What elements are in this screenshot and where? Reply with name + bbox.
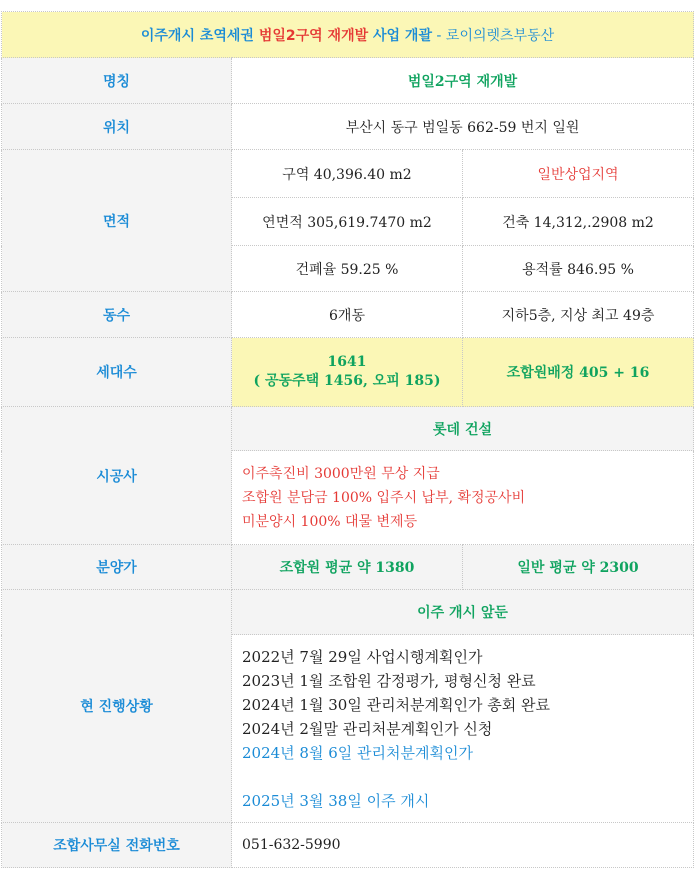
progress-headline: 이주 개시 앞둔 — [232, 590, 694, 635]
value-member-allocation: 조합원배정 405 + 16 — [463, 338, 694, 407]
table-title — [2, 12, 694, 58]
households-detail: ( 공동주택 1456, 오피 185) — [253, 373, 441, 389]
value-contractor: 롯데 건설 — [232, 407, 694, 451]
value-coverage: 건폐율 59.25 % — [232, 246, 463, 292]
label-area: 면적 — [2, 150, 232, 292]
title-highlight: 범일2구역 재개발 — [258, 27, 369, 44]
progress-item: 2024년 2월말 관리처분계획인가 신청 — [242, 719, 493, 738]
value-general-price: 일반 평균 약 2300 — [463, 545, 694, 590]
title-prefix: 이주개시 초역세권 — [140, 27, 259, 44]
progress-spacer — [242, 765, 693, 789]
value-name: 범일2구역 재개발 — [232, 58, 694, 104]
progress-list — [232, 635, 694, 823]
label-name: 명칭 — [2, 58, 232, 104]
value-households — [232, 338, 463, 407]
label-households: 세대수 — [2, 338, 232, 407]
label-price: 분양가 — [2, 545, 232, 590]
summary-table — [1, 11, 694, 868]
value-member-price: 조합원 평균 약 1380 — [232, 545, 463, 590]
progress-item: 2023년 1월 조합원 감정평가, 평형신청 완료 — [242, 671, 536, 690]
contractor-note: 미분양시 100% 대물 변제등 — [242, 513, 418, 530]
title-suffix: 사업 개괄 — [368, 27, 432, 44]
label-contractor: 시공사 — [2, 407, 232, 545]
progress-item: 2024년 8월 6일 관리처분계획인가 — [242, 743, 473, 762]
value-zone-type: 일반상업지역 — [463, 150, 694, 198]
value-far: 용적률 846.95 % — [463, 246, 694, 292]
value-total-floor: 연면적 305,619.7470 m2 — [232, 198, 463, 246]
label-location: 위치 — [2, 104, 232, 150]
title-source: - 로이의렛츠부동산 — [431, 27, 555, 44]
value-phone: 051-632-5990 — [232, 823, 694, 868]
contractor-notes — [232, 451, 694, 545]
value-building: 건축 14,312,.2908 m2 — [463, 198, 694, 246]
value-building-count: 6개동 — [232, 292, 463, 338]
households-total: 1641 — [327, 354, 367, 370]
value-zone-area: 구역 40,396.40 m2 — [232, 150, 463, 198]
contractor-note: 이주촉진비 3000만원 무상 지급 — [242, 465, 440, 482]
label-phone: 조합사무실 전화번호 — [2, 823, 232, 868]
project-summary — [1, 11, 693, 868]
contractor-note: 조합원 분담금 100% 입주시 납부, 확정공사비 — [242, 489, 526, 506]
value-floors: 지하5층, 지상 최고 49층 — [463, 292, 694, 338]
progress-item: 2022년 7월 29일 사업시행계획인가 — [242, 647, 483, 666]
label-progress: 현 진행상황 — [2, 590, 232, 823]
progress-item: 2024년 1월 30일 관리처분계획인가 총회 완료 — [242, 695, 550, 714]
label-buildings: 동수 — [2, 292, 232, 338]
value-location: 부산시 동구 범일동 662-59 번지 일원 — [232, 104, 694, 150]
progress-item: 2025년 3월 38일 이주 개시 — [242, 791, 430, 810]
